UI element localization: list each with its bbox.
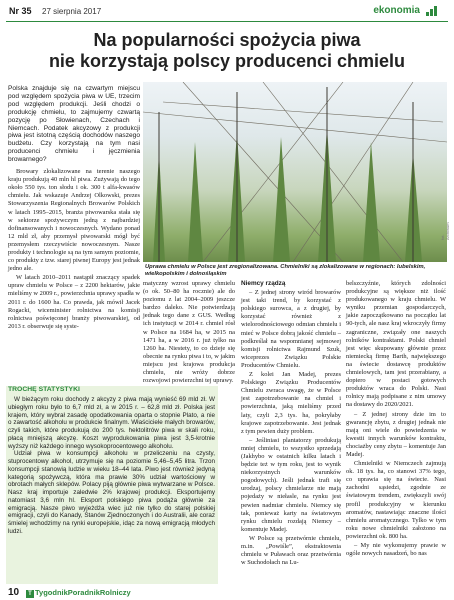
paragraph: – My nie wykonujemy prawie w ogóle nowych nasadzeń, bo nas <box>346 542 446 558</box>
paragraph: Browary zlokalizowane na terenie naszego kraju produkują 40 mln hl piwa. Zużywają do tego około 550 tys. ton słodu i ok. 300 t alfa-kwasów chmielu. Jak wskazuje Andrzej Olkowski, prezes Stowarzyszenia Regionalnych Browarów Polskich w latach 1995–2015, branża piwowarska stała się w sektorze spożywczym jedną z najbardziej dofinansowanych i nowoczesnych. Wydano ponad 12 mld zł, aby przemysł piwowarski mógł być przemysłem rzeczywiście nowoczesnym. Nasze produkty i technologie są na tym samym poziomie, co produkty z tzw. starej piwnej Europy jest jednak jedno ale. <box>8 168 140 273</box>
article-title: Na popularności spożycia piwa nie korzystają polscy producenci chmielu <box>48 30 406 71</box>
page-footer <box>6 584 448 600</box>
bar-chart-icon <box>426 6 440 16</box>
paragraph: belszczyźnie, których zdolności produkcyjne są większe niż ilość produkowanego w kraju chmielu. W wyniku przemian gospodarczych, jakie zapoczątkowano na początku lat 90-tych, ale nasz kraj wkroczyły firmy zagraniczne, związały one naszych rolników kontraktami. Polski chmiel jest więc skupowany głównie przez niemiecką firmę Barth, największego na świecie dostawcę produktów chmielowych, tam jest przerabiany, a dopiero w postaci gotowych produktów wraca do Polski. Nasi rolnicy mają podpisane z nim umowy na dostawy do 2020/2021. <box>346 280 446 409</box>
photo-credit: fot. Archiwum <box>440 222 450 240</box>
statistics-box-text <box>8 396 215 536</box>
paragraph: Z kolei Jan Madej, prezes Polskiego Związku Producentów Chmielu zwraca uwagę, że w Polsce jest zapotrzebowanie na chmiel i powierzchnia, jaką mieliśmy przed laty, czyli 2,3 tys. ha, pokryłaby krajowe zapotrzebowanie. Jest jednak z tym pewien duży problem. <box>241 371 341 435</box>
paragraph: – Jeśliniasi plantatorzy produkują mniej chmielu, to wszystko sprzedają (Jakhybo w ostatnich kilku latach i będzie też w tym roku, jest to wynik niekorzystnych warunków pogodowych). Jeśli jednak trafi się urodzaj, polscy chmielarze nie mają pojedaży w niełasle, na rynku jest pewien nadmiar chmielu. Niemcy się tak, ponieważ karty na światowym rynku chmielu rozdają Niemcy – komentuje Madej. <box>241 436 341 533</box>
masthead-mark-icon: T <box>26 590 34 598</box>
box-paragraph: W bieżącym roku dochody z akcyzy z piwa mają wynieść 69 mld zł. W ubiegłym roku było to 6,7 mld zł, a w 2015 r. – 62,8 mld zł. Polska jest krajem, który wybrał zasadę opodatkowania oparta o stopnie Plato, a nie o zawartość alkoholu w produkcie finalnym. Właściciele małych browarów, czyli takich, które produkują do 200 tys. hektolitrów piwa w skali roku, płacą mniejszą akcyzę. Koszt wyprodukowania piwa jest 3,5-krotnie wyższy niż każdego innego wysokoprocentowego alkoholu. <box>8 396 215 450</box>
page-header <box>6 4 448 20</box>
issue-number: Nr 35 <box>9 6 32 16</box>
header-divider <box>6 21 448 22</box>
paragraph: W Polsce są przetwórnie chmielu, m.in. „Powiśle”, ekstraktownia chmielu w Puławach oraz przetwórnia w Suchodołach na Lu- <box>241 534 341 567</box>
subheading: Niemcy rządzą <box>241 280 286 287</box>
column-1 <box>8 85 140 332</box>
paragraph: Chmielniki w Niemczech zajmują ok. 18 tys. ha, co stanowi 37% tego, co uprawia się na świecie. Nasi zachodni sąsiedzi, zgodnie ze światowym trendem, zwiększyli swój profil produkcyjny w kierunku aromatów, nastawiając znaczne ilości chmielu aromatycznego. Tylko w tym roku nowe chmielniki założono na powierzchni ok. 800 ha. <box>346 460 446 540</box>
column-3 <box>241 280 341 568</box>
paragraph: – Z jednej strony dzie im to gwarancję zbytu, z drugiej jednak nie mają oni wiele do powiedzenia w kwestii innych warunków kontraktu, chociażby ceny zbytu – komentuje Jan Madej. <box>346 410 446 458</box>
issue-date: 27 sierpnia 2017 <box>42 7 102 16</box>
hop-field-photo <box>143 82 447 262</box>
photo-caption: Uprawa chmielu w Polsce jest zregionalizowana. Chmielniki są zlokalizowane w regionach: lubelskim, wielkopolskim i dolnośląskim <box>145 264 426 277</box>
paragraph: W latach 2010–2011 nastąpił znaczący spadek upraw chmielu w Polsce – z 2200 hektarów, jakie mieliśmy w 2009 r., powierzchnia uprawy spadła w 2011 r. do 1600 ha. Co prawda, jak mówił Jacek Rogacki, wiceminister rolnictwa na komisji rolnictwa poświęconej branży piwowarskiej, od 2013 r. obserwuje się syste- <box>8 274 140 330</box>
column-4 <box>346 280 446 559</box>
paragraph: matyczny wzrost uprawy chmielu (o ok. 50–80 ha rocznie) ale do poziomu z lat 2004–2009 jeszcze bardzo daleko. Nie potwierdzają jednak tego dane z GUS. Według ich instytucji w 2014 r. chmiel rósł w Polsce na 1684 ha, w 2015 na 1471 ha, a w 2016 r. już tylko na 1260 ha. Niestety, to co dzieje się obecnie na rynku piwa i to, w jakim miejscu jest krajowa produkcja chmielu, nie wróży dobrze rozwojowi powierzchni tej uprawy. <box>143 280 235 385</box>
statistics-box-title: TROCHĘ STATYSTYKI <box>8 386 80 393</box>
paragraph: – Z jednej strony wiród browarów jest taki trend, by korzystać z polskiego surowca, a z drugiej, by korzystać również z wielorodnościowego odmian chmielu i mieć w Polsce dobrą jakość chmielu – podkreślał na wspomnianej sejmowej komisji rolnictwa Rajmund Szuk, wiceprezes Związku Polskie Producentów Chmielu. <box>241 289 341 369</box>
hop-field-illustration <box>143 82 447 262</box>
masthead-logo: T TygodnikPoradnikRolniczy <box>26 588 131 598</box>
article-lead: Polska znajduje się na czwartym miejscu pod względem spożycia piwa w UE, trzecim pod względem produkcji. Jeśli chodzi o produkcję chmielu, to zajmujemy czwartą pozycję po Słowienach, Czechach i Niemcach. Podatek akcyzowy z produkcji piwa jest istotną częścią dochodów naszego budżetu. Czy korzystają na tym nasi producenci chmielu i jęczmienia browarnego? <box>8 85 140 164</box>
page-number: 10 <box>8 587 20 598</box>
box-paragraph: Udział piwa w konsumpcji alkoholu w przeliczeniu na czysty, stuprocentowy alkohol, utrzymuje się na poziomie 5,46–5,45 litra. Trzon konsumpcji stanowią ludzie w wieku 18–44 lata. Piwo jest również jedyną kategorią spożywczą, która ma prawie 30% udział wartościowy w obrotach małych sklepów. Polacy piją głównie piwa wytwarzane w Polsce. Nasz kraj importuje zaledwie 2% krajowej produkcji. Eksportujemy natomiast 3,6 mln hl. Eksport polskiego piwa podąża głównie za emigracją. Nasze piwo wyjeżdża wiec już nie tylko do starej polskiej emigracji, czyli do Kanady, Stanów Zjednoczonych i do Australii, ale coraz śmielej wchodzimy na rynki europejskie, idąc za nową emigracją młodych ludzi. <box>8 450 215 535</box>
section-name: ekonomia <box>373 5 420 16</box>
column-2 <box>143 280 235 386</box>
